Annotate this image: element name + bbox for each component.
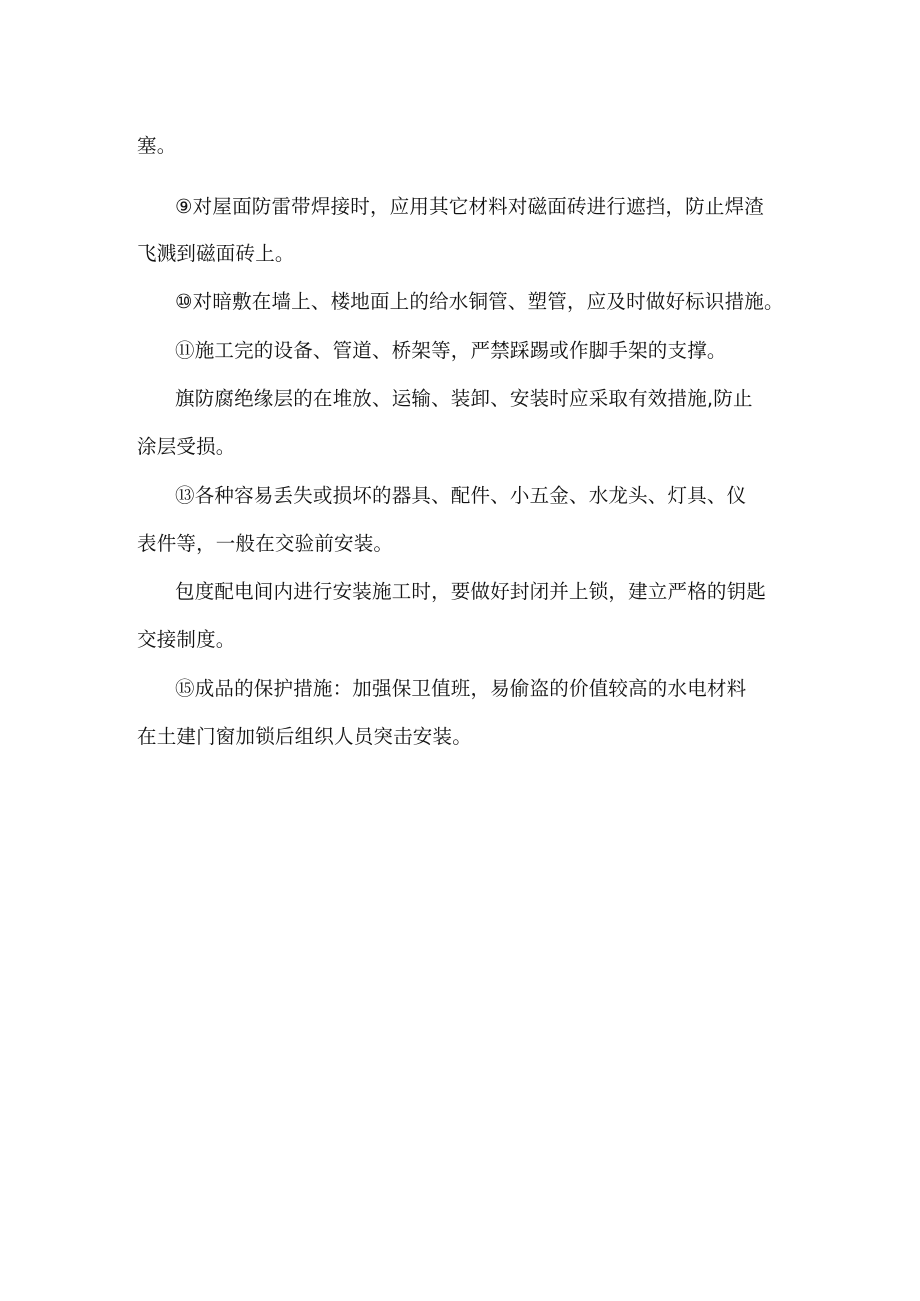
text-line-item-14: 包度配电间内进行安装施工时，要做好封闭并上锁，建立严格的钥匙 <box>175 580 767 603</box>
text-line-item-13: ⑬各种容易丢失或损坏的器具、配件、小五金、水龙头、灯具、仪 <box>175 484 747 507</box>
text-line-item-14-cont: 交接制度。 <box>137 628 236 651</box>
text-line-continuation: 塞。 <box>137 134 177 157</box>
text-line-item-12-cont: 涂层受损。 <box>137 435 236 458</box>
text-line-item-15-cont: 在土建门窗加锁后组织人员突击安装。 <box>137 725 472 748</box>
text-line-item-12: 旗防腐绝缘层的在堆放、运输、装卸、安装时应采取有效措施,防止 <box>175 387 753 410</box>
text-line-item-11: ⑪施工完的设备、管道、桥架等，严禁踩踢或作脚手架的支撑。 <box>175 339 727 362</box>
text-line-item-9-cont: 飞溅到磁面砖上。 <box>137 242 295 265</box>
text-line-item-9: ⑨对屋面防雷带焊接时，应用其它材料对磁面砖进行遮挡，防止焊渣 <box>175 195 764 218</box>
text-line-item-15: ⑮成品的保护措施：加强保卫值班，易偷盗的价值较高的水电材料 <box>175 677 747 700</box>
text-line-item-10: ⑩对暗敷在墙上、楼地面上的给水铜管、塑管，应及时做好标识措施。 <box>175 290 784 313</box>
text-line-item-13-cont: 表件等，一般在交验前安装。 <box>137 532 394 555</box>
